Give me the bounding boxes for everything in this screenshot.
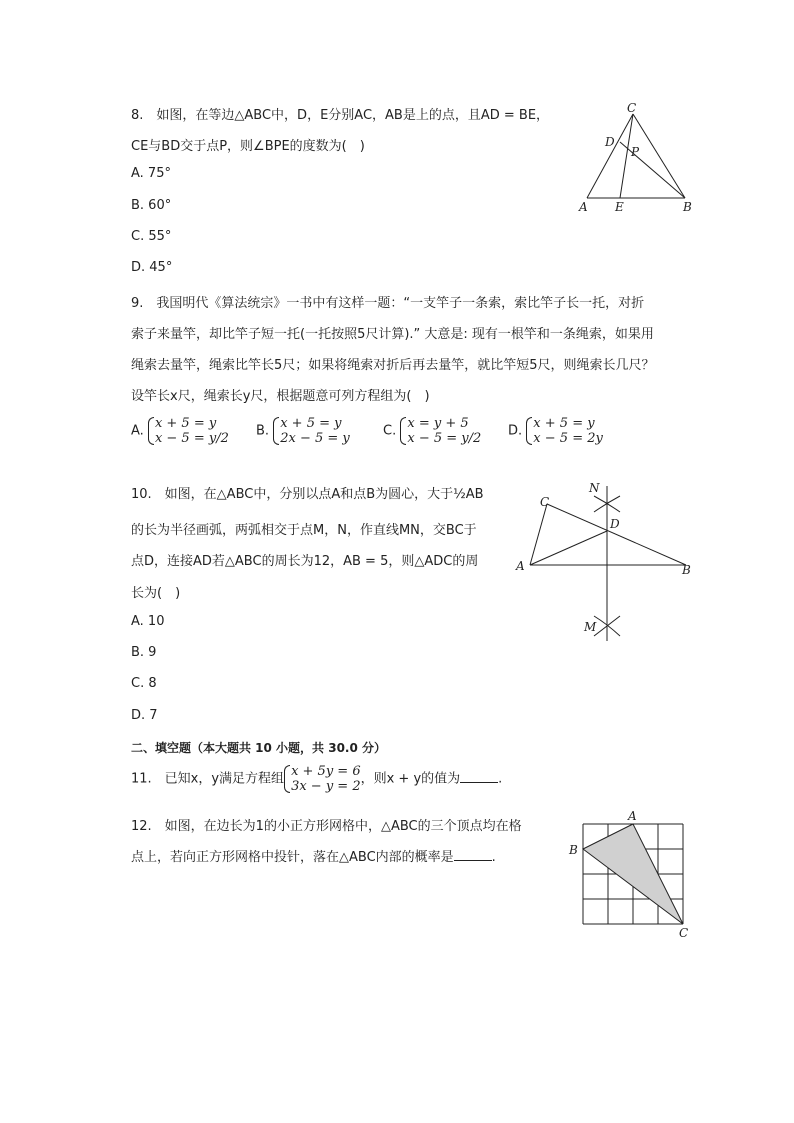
q9-option-c: C. x = y + 5 x − 5 = y/2 bbox=[383, 416, 482, 446]
q10-option-c: C. 8 bbox=[131, 676, 157, 691]
q8-label-e: E bbox=[615, 200, 624, 214]
q10-label-c: C bbox=[540, 495, 550, 509]
q10-label-n: N bbox=[589, 481, 600, 495]
q8-label-a: A bbox=[579, 200, 588, 214]
q10-option-d: D. 7 bbox=[131, 708, 158, 723]
q12-line1: 12. 如图，在边长为1的小正方形网格中，△ABC的三个顶点均在格 bbox=[131, 819, 522, 834]
q10-label-a: A bbox=[516, 559, 525, 573]
q8-label-p: P bbox=[631, 145, 640, 159]
q8-label-c: C bbox=[627, 101, 637, 115]
q11-answer-blank bbox=[460, 770, 498, 783]
q8-label-d: D bbox=[605, 135, 615, 149]
q9-line3: 绳索去量竿，绳索比竿长5尺；如果将绳索对折后再去量竿，就比竿短5尺，则绳索长几尺？ bbox=[131, 358, 655, 373]
q9-option-d: D. x + 5 = y x − 5 = 2y bbox=[508, 416, 603, 446]
q10-line4: 长为( ) bbox=[131, 586, 181, 601]
q11-text: 11. 已知x，y满足方程组 x + 5y = 6 3x − y = 2，则x + y的值为 . bbox=[131, 764, 503, 794]
q8-line1: 8. 如图，在等边△ABC中，D，E分别AC，AB是上的点，且AD = BE， bbox=[131, 108, 550, 123]
q8-option-c: C. 55° bbox=[131, 229, 172, 244]
q10-perpendicular-bisector-figure bbox=[510, 476, 700, 646]
q9-line4: 设竿长x尺，绳索长y尺，根据题意可列方程组为( ) bbox=[131, 389, 430, 404]
q10-label-d: D bbox=[610, 517, 620, 531]
q8-triangle-figure bbox=[575, 98, 700, 220]
q12-label-c: C bbox=[679, 926, 689, 940]
q12-line2: 点上，若向正方形网格中投针，落在△ABC内部的概率是 . bbox=[131, 850, 496, 865]
q8-option-d: D. 45° bbox=[131, 260, 173, 275]
q10-option-a: A. 10 bbox=[131, 614, 165, 629]
q10-line1: 10. 如图，在△ABC中，分别以点A和点B为圆心，大于½AB bbox=[131, 487, 484, 502]
section-title: 二、填空题（本大题共 10 小题，共 30.0 分） bbox=[131, 741, 387, 755]
q9-option-a: A. x + 5 = y x − 5 = y/2 bbox=[131, 416, 229, 446]
q10-line3: 点D，连接AD若△ABC的周长为12，AB = 5，则△ADC的周 bbox=[131, 554, 479, 569]
q10-label-b: B bbox=[682, 563, 691, 577]
q10-option-b: B. 9 bbox=[131, 645, 157, 660]
q8-line2: CE与BD交于点P，则∠BPE的度数为( ) bbox=[131, 139, 365, 154]
q12-label-b: B bbox=[569, 843, 578, 857]
q8-option-b: B. 60° bbox=[131, 198, 172, 213]
q9-line2: 索子来量竿，却比竿子短一托(一托按照5尺计算).” 大意是: 现有一根竿和一条绳索，如果用 bbox=[131, 327, 654, 342]
q12-answer-blank bbox=[454, 848, 492, 861]
q12-grid-figure bbox=[565, 806, 695, 941]
q10-label-m: M bbox=[584, 620, 597, 634]
q8-option-a: A. 75° bbox=[131, 166, 171, 181]
q12-label-a: A bbox=[628, 809, 637, 823]
q10-line2: 的长为半径画弧，两弧相交于点M，N，作直线MN，交BC于 bbox=[131, 523, 477, 538]
q9-line1: 9. 我国明代《算法统宗》一书中有这样一题：“一支竿子一条索，索比竿子长一托，对折 bbox=[131, 296, 645, 311]
q8-label-b: B bbox=[683, 200, 692, 214]
q9-option-b: B. x + 5 = y 2x − 5 = y bbox=[256, 416, 350, 446]
